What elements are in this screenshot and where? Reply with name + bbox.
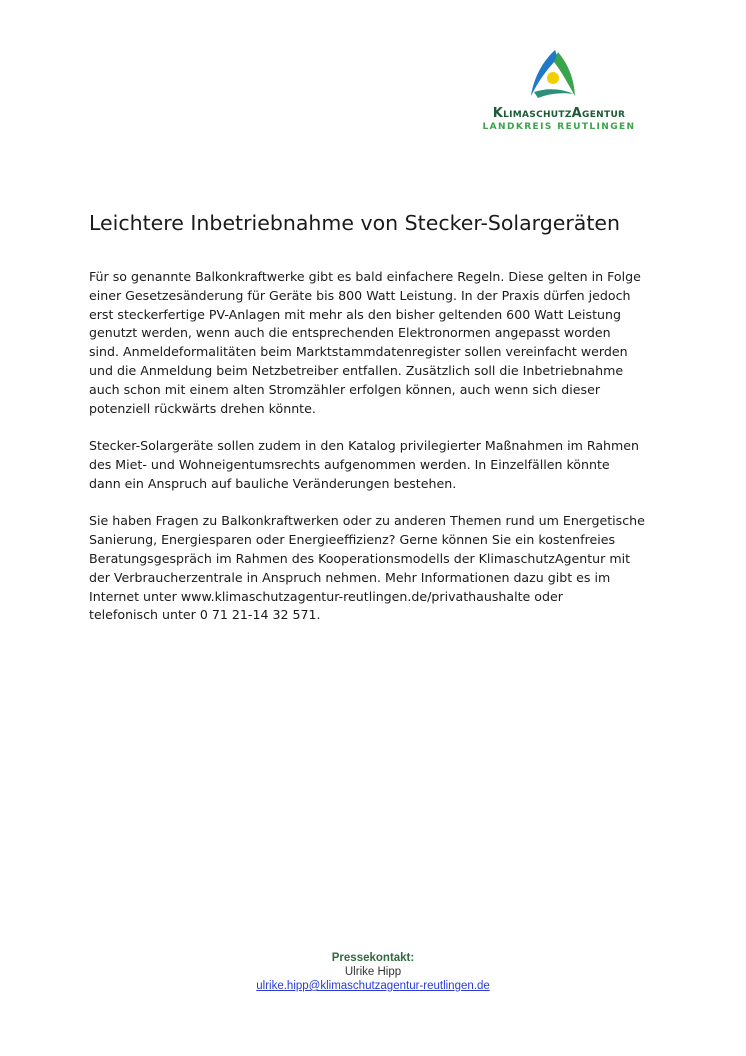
logo-subtitle: LANDKREIS REUTLINGEN (482, 122, 636, 132)
text-line: genutzt werden, wenn auch die entsprechenden Elektronormen angepasst worden (89, 325, 611, 341)
text-line: auch schon mit einem alten Stromzähler erfolgen können, auch wenn sich dieser (89, 381, 601, 397)
text-line: Sie haben Fragen zu Balkonkraftwerken oder zu anderen Themen rund um Energetische (89, 513, 645, 529)
paragraph-3 (89, 512, 669, 625)
logo-base-swoosh-icon (534, 89, 574, 98)
text-line: Sanierung, Energiesparen oder Energieeffizienz? Gerne können Sie ein kostenfreies (89, 532, 616, 548)
text-line: sind. Anmeldeformalitäten beim Marktstammdatenregister sollen vereinfacht werden (89, 344, 628, 360)
text-line: Für so genannte Balkonkraftwerke gibt es bald einfachere Regeln. Diese gelten in Folge (89, 269, 641, 284)
logo-sun-icon (547, 72, 559, 84)
text-line: einer Gesetzesänderung für Geräte bis 800 Watt Leistung. In der Praxis dürfen jedoch (89, 287, 631, 303)
logo-title: KlimaschutzAgentur (492, 106, 626, 121)
logo-mark-icon (528, 48, 578, 100)
text-line: erst steckerfertige PV-Anlagen mit mehr als den bisher geltenden 600 Watt Leistung (89, 306, 621, 322)
press-contact-label: Pressekontakt: (331, 952, 415, 964)
text-line: dann ein Anspruch auf bauliche Veränderungen bestehen. (89, 475, 457, 491)
text-line: Internet unter www.klimaschutzagentur-reutlingen.de/privathaushalte oder (89, 588, 563, 604)
paragraph-2 (89, 437, 669, 493)
text-line: und die Anmeldung beim Netzbetreiber entfallen. Zusätzlich soll die Inbetriebnahme (89, 362, 624, 378)
text-line: potenziell rückwärts drehen könnte. (89, 400, 316, 416)
page-title: Leichtere Inbetriebnahme von Stecker-Solargeräten (89, 211, 621, 235)
document-body (89, 268, 669, 644)
paragraph-1 (89, 268, 669, 418)
text-line: Beratungsgespräch im Rahmen des Kooperationsmodells der KlimaschutzAgentur mit (89, 550, 631, 566)
press-contact-name: Ulrike Hipp (344, 966, 402, 978)
text-line: telefonisch unter 0 71 21-14 32 571. (89, 607, 321, 623)
text-line: des Miet- und Wohneigentumsrechts aufgenommen werden. In Einzelfällen könnte (89, 456, 610, 472)
press-contact-email-link[interactable]: ulrike.hipp@klimaschutzagentur-reutlingen.de (256, 980, 490, 992)
text-line: Stecker-Solargeräte sollen zudem in den Katalog privilegierter Maßnahmen im Rahmen (89, 438, 640, 454)
press-contact (0, 951, 746, 993)
text-line: der Verbraucherzentrale in Anspruch nehmen. Mehr Informationen dazu gibt es im (89, 569, 611, 585)
